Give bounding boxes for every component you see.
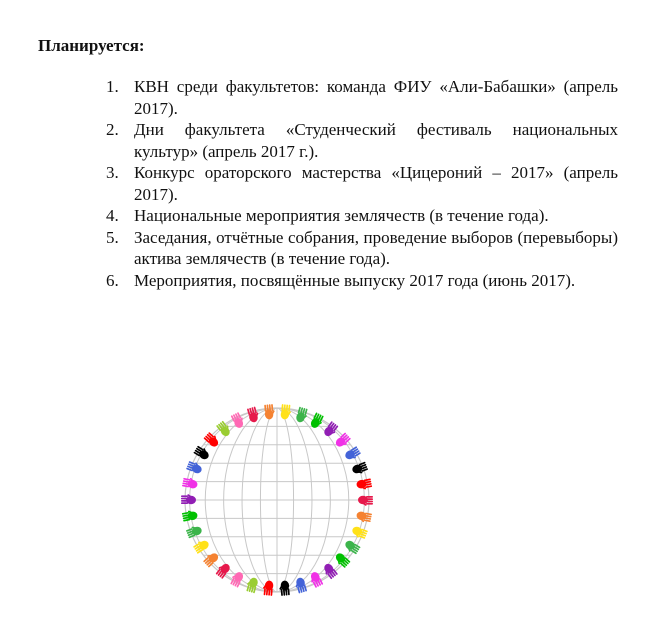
list-item-number: 6. [106,270,119,290]
list-item-number: 4. [106,206,119,225]
list-item [106,227,618,270]
list-item-text: Конкурс ораторского мастерства «Цицероний – 2017» (апрель 2017). [134,163,618,204]
list-item [106,119,618,162]
list-item [106,162,618,205]
list-item-number: 3. [106,163,119,182]
list-item-number: 2. [106,120,119,139]
globe-illustration [172,396,382,604]
list-item [106,205,618,227]
globe-with-hands-icon [172,396,382,604]
list-item [106,76,618,119]
plan-list [106,76,618,291]
list-item-text: Дни факультета «Студенческий фестиваль национальных культур» (апрель 2017 г.). [134,120,618,161]
list-item-text: КВН среди факультетов: команда ФИУ «Али-Бабашки» (апрель 2017). [134,77,618,118]
list-item-text: Национальные мероприятия землячеств (в течение года). [134,206,549,225]
list-item-number: 5. [106,227,119,247]
list-item [106,270,618,292]
page-heading: Планируется: [38,36,145,55]
list-item-text: Мероприятия, посвящённые выпуску 2017 года (июнь 2017). [134,270,576,290]
list-item-text: Заседания, отчётные собрания, проведение выборов (перевыборы) актива землячеств (в течение года). [134,227,618,268]
list-item-number: 1. [106,77,119,96]
